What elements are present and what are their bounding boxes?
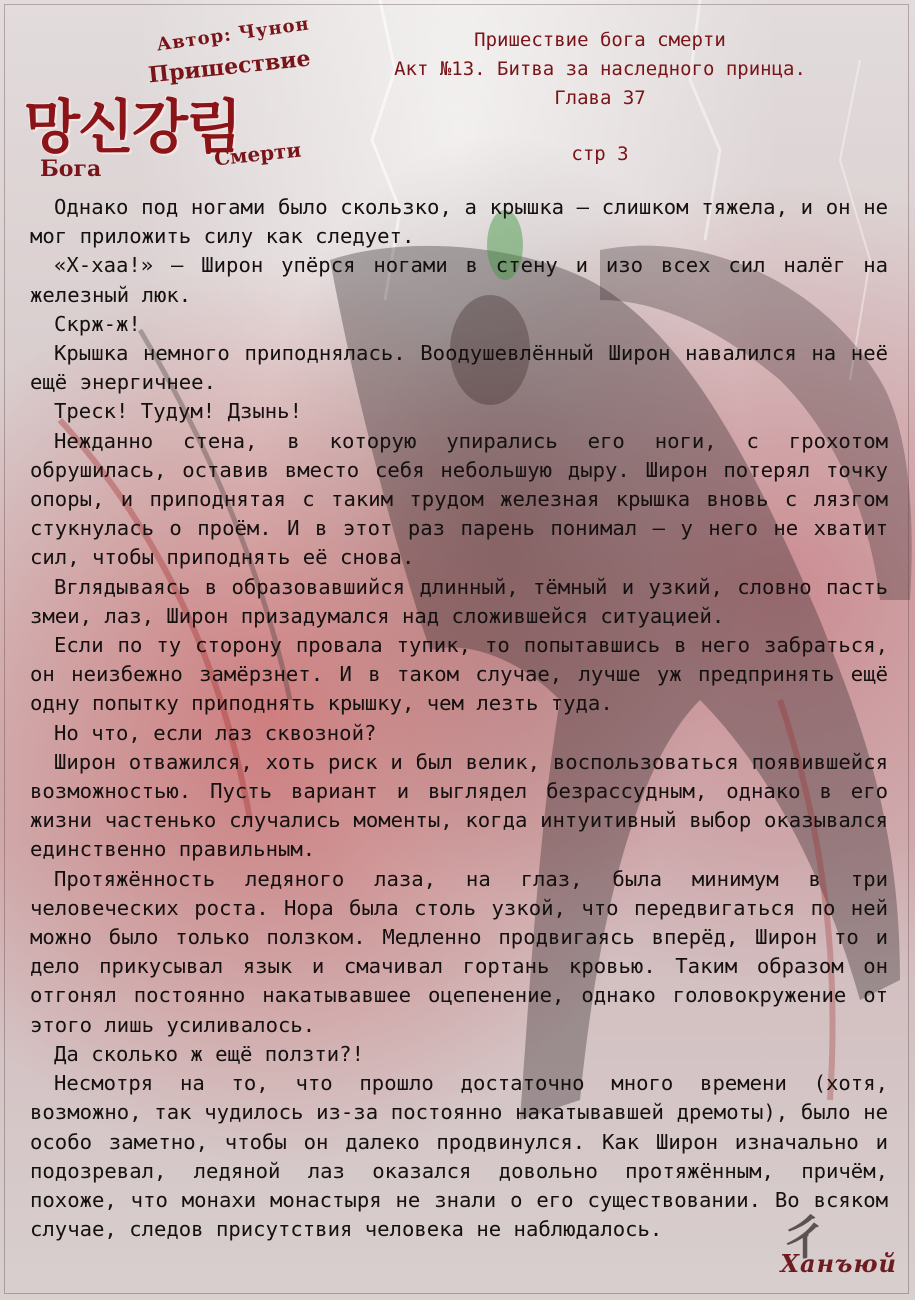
- paragraph: Нежданно стена, в которую упирались его ноги, с грохотом обрушилась, оставив вместо себя небольшую дыру. Широн потерял точку опоры, и приподнятая с таким трудом железная крышка вновь с лязгом стукнулась о проём. И в этот раз парень понимал – у него не хватит сил, чтобы приподнять её снова.: [30, 428, 888, 570]
- paragraph: Протяжённость ледяного лаза, на глаз, была минимум в три человеческих роста. Нора была столь узкой, что передвигаться по ней можно было только ползком. Медленно продвигаясь вперёд, Широн то и дело прикусывал язык и смачивал гортань кровью. Таким образом он отгонял постоянно накатывавшее оцепенение, однако головокружение от этого лишь усиливалось.: [30, 866, 888, 1037]
- story-text: [30, 193, 888, 1244]
- page-number: стр 3: [571, 143, 629, 165]
- paragraph: Но что, если лаз сквозной?: [54, 720, 377, 745]
- paragraph: «Х-хаа!» – Широн упёрся ногами в стену и изо всех сил налёг на железный люк.: [30, 253, 888, 307]
- paragraph: Крышка немного приподнялась. Воодушевлённый Широн навалился на неё ещё энергичнее.: [30, 341, 888, 395]
- chapter-header: [330, 26, 870, 169]
- paragraph: Вглядываясь в образовавшийся длинный, тёмный и узкий, словно пасть змеи, лаз, Широн призадумался над сложившейся ситуацией.: [30, 574, 888, 628]
- paragraph: Да сколько ж ещё ползти?!: [54, 1041, 364, 1066]
- logo-korean-title: 망신강림: [24, 93, 241, 161]
- translator-watermark: [771, 1202, 901, 1282]
- logo-title-left: Бога: [40, 156, 102, 182]
- paragraph: Треск! Тудум! Дзынь!: [54, 399, 302, 424]
- paragraph: Если по ту сторону провала тупик, то попытавшись в него забраться, он неизбежно замёрзнет. И в таком случае, лучше уж предпринять ещё одну попытку приподнять крышку, чем лезть туда.: [30, 633, 888, 716]
- paragraph: Широн отважился, хоть риск и был велик, воспользоваться появившейся возможностью. Пусть вариант и выглядел безрассудным, однако в его жизни частенько случались моменты, когда интуитивный выбор оказывался единственно правильным.: [30, 749, 888, 862]
- watermark-text: Ханъюй: [780, 1249, 897, 1278]
- logo-title-top: Пришествие: [147, 45, 312, 89]
- paragraph: Скрж-ж!: [54, 311, 141, 336]
- logo-author: Автор: Чунон: [155, 13, 311, 56]
- paragraph: Несмотря на то, что прошло достаточно много времени (хотя, возможно, так чудилось из-за постоянно накатывавшей дремоты), было не особо заметно, чтобы он далеко продвинулся. Как Широн изначально и подозревал, ледяной лаз оказался довольно протяжённым, причём, похоже, что монахи монастыря не знали о его существовании. Во всяком случае, следов присутствия человека не наблюдалось.: [30, 1071, 888, 1242]
- book-title: Пришествие бога смерти: [474, 29, 726, 51]
- series-logo: [22, 13, 312, 190]
- paragraph: Однако под ногами было скользко, а крышка – слишком тяжела, и он не мог приложить силу как следует.: [30, 195, 888, 249]
- chapter-title: Глава 37: [554, 87, 646, 109]
- logo-title-right: Смерти: [212, 137, 303, 171]
- brush-mark-icon: ⼻: [781, 1211, 827, 1265]
- act-title: Акт №13. Битва за наследного принца.: [394, 58, 806, 80]
